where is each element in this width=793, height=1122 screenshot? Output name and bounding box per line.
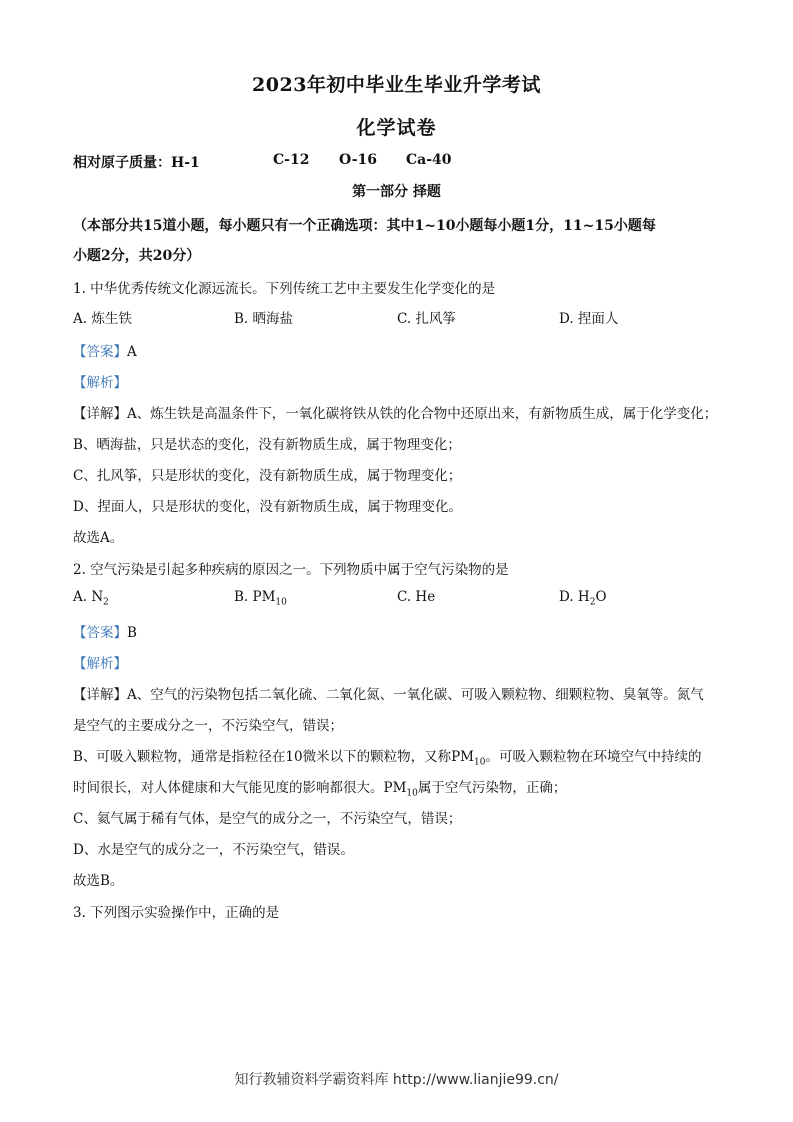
- answer-tag: 【答案】: [73, 344, 127, 360]
- section-note-line2: 小题2分，共20分）: [73, 248, 201, 264]
- q1-option-a: A. 炼生铁: [73, 311, 132, 327]
- detail-text: B、可吸入颗粒物，通常是指粒径在10微米以下的颗粒物，又称PM: [73, 749, 475, 765]
- q2-option-b-sub: 10: [275, 597, 287, 608]
- q1-option-d: D. 捏面人: [559, 311, 619, 327]
- q1-option-b: B. 晒海盐: [234, 311, 294, 327]
- detail-tag: 【详解】: [73, 406, 127, 422]
- q2-option-d-text: D. H: [559, 589, 590, 605]
- footer-watermark: 知行教辅资料学霸资料库 http://www.lianjie99.cn/: [234, 1072, 559, 1088]
- q2-option-c: C. He: [397, 589, 436, 605]
- pm-sub: 10: [474, 757, 486, 768]
- q2-stem: 2. 空气污染是引起多种疾病的原因之一。下列物质中属于空气污染物的是: [73, 562, 509, 578]
- q3-stem: 3. 下列图示实验操作中，正确的是: [73, 905, 280, 921]
- q2-detail-b2: [73, 776, 566, 799]
- detail-text-post: 。可吸入颗粒物在环境空气中持续的: [485, 749, 702, 765]
- q2-option-a-sub: 2: [103, 597, 109, 608]
- exam-subtitle: 化学试卷: [356, 117, 437, 139]
- detail-text: A、空气的污染物包括二氧化硫、二氧化氮、一氧化碳、可吸入颗粒物、细颗粒物、臭氧等。氮气: [127, 687, 704, 703]
- q1-conclusion: 故选A。: [73, 530, 124, 546]
- q2-detail-b1: [73, 745, 701, 768]
- q2-option-a: [73, 589, 109, 608]
- section-note-line1: （本部分共15道小题，每小题只有一个正确选项：其中1~10小题每小题1分，11~15小题每: [73, 218, 656, 234]
- q2-answer: [73, 621, 137, 641]
- q2-option-b-text: B. PM: [234, 589, 276, 605]
- answer-value: A: [127, 344, 137, 360]
- q1-stem: 1. 中华优秀传统文化源远流长。下列传统工艺中主要发生化学变化的是: [73, 281, 496, 297]
- pm-sub: 10: [406, 788, 418, 799]
- mass-ca: Ca-40: [406, 152, 452, 168]
- answer-tag: 【答案】: [73, 625, 127, 641]
- answer-value: B: [127, 625, 137, 641]
- q1-answer: [73, 340, 137, 360]
- q2-detail-d: D、水是空气的成分之一，不污染空气，错误。: [73, 842, 354, 858]
- q1-detail-c: C、扎风筝，只是形状的变化，没有新物质生成，属于物理变化；: [73, 468, 462, 484]
- exam-title: 2023年初中毕业生毕业升学考试: [252, 74, 541, 96]
- q2-conclusion: 故选B。: [73, 873, 124, 889]
- q1-analysis-tag: 【解析】: [73, 375, 127, 391]
- mass-c: C-12: [273, 152, 310, 168]
- q2-detail-c: C、氦气属于稀有气体，是空气的成分之一，不污染空气，错误；: [73, 811, 462, 827]
- section-title: 第一部分 择题: [352, 184, 441, 200]
- q2-option-d: [559, 589, 607, 608]
- q2-detail-a2: 是空气的主要成分之一，不污染空气，错误；: [73, 718, 343, 734]
- mass-h: 相对原子质量：H-1: [73, 155, 200, 171]
- q2-detail-a1: [73, 683, 704, 703]
- mass-o: O-16: [339, 152, 378, 168]
- q1-detail-d: D、捏面人，只是形状的变化，没有新物质生成，属于物理变化。: [73, 499, 462, 515]
- q1-detail-b: B、晒海盐，只是状态的变化，没有新物质生成，属于物理变化；: [73, 437, 461, 453]
- q2-option-d-post: O: [595, 589, 607, 605]
- q2-analysis-tag: 【解析】: [73, 656, 127, 672]
- q2-option-d-sub: 2: [589, 597, 596, 608]
- q1-detail-a: [73, 402, 717, 422]
- detail-text: 时间很长，对人体健康和大气能见度的影响都很大。PM: [73, 780, 407, 796]
- detail-text-post: 属于空气污染物，正确；: [417, 780, 567, 796]
- detail-text: A、炼生铁是高温条件下，一氧化碳将铁从铁的化合物中还原出来，有新物质生成，属于化学变化；: [127, 406, 718, 422]
- q2-option-b: [234, 589, 287, 608]
- q1-option-c: C. 扎风筝: [397, 311, 456, 327]
- detail-tag: 【详解】: [73, 687, 127, 703]
- q2-option-a-text: A. N: [73, 589, 104, 605]
